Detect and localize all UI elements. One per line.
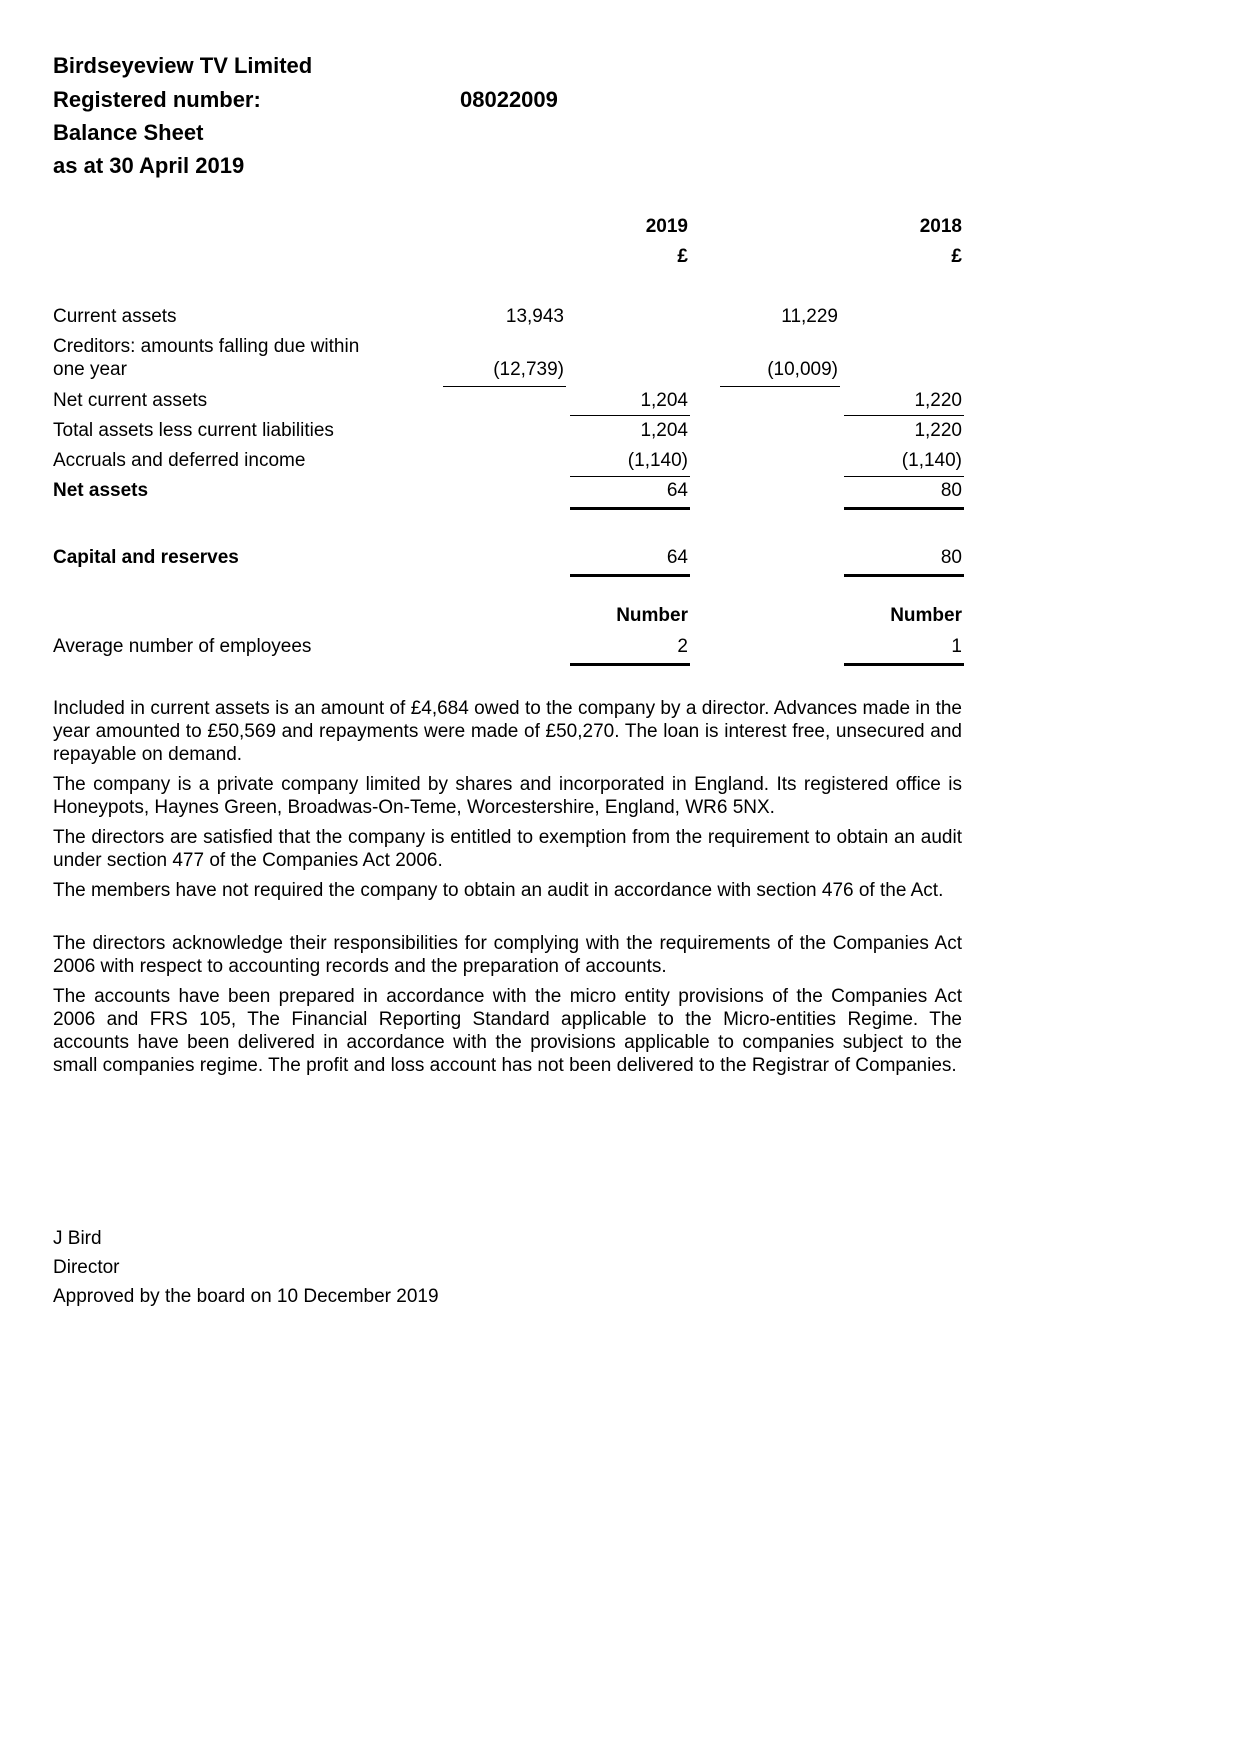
row-label-capital-reserves: Capital and reserves [53,547,239,568]
signatory-name: J Bird [53,1228,102,1249]
approval-date: Approved by the board on 10 December 2019 [53,1286,439,1307]
row-label-creditors-line2: one year [53,359,127,380]
note-members-audit: The members have not required the company to obtain an audit in accordance with section 476 of the Act. [53,880,944,901]
column-year-2019: 2019 [645,216,688,237]
employees-header-2019: Number [616,605,688,626]
accruals-2019: (1,140) [627,450,688,471]
capital-reserves-2018: 80 [940,547,962,568]
subtotal-rule [720,386,840,387]
note-director-loan: Included in current assets is an amount of £4,684 owed to the company by a director. Advances made in the year amounted to £50,569 and repayments were made of £50,270. The loan is interest free, unsecured and repayable on demand. [53,698,962,765]
note-micro-entity: The accounts have been prepared in accordance with the micro entity provisions of the Companies Act 2006 and FRS 105, The Financial Reporting Standard applicable to the Micro-entities Regime. The accounts have been delivered in accordance with the provisions applicable to companies subject to the small companies regime. The profit and loss account has not been delivered to the Registrar of Companies. [53,986,962,1076]
column-currency-2018: £ [951,246,962,267]
note-company-info: The company is a private company limited by shares and incorporated in England. Its registered office is Honeypots, Haynes Green, Broadwas-On-Teme, Worcestershire, England, WR6 5NX. [53,774,962,818]
total-rule [570,476,690,477]
double-rule [844,507,964,510]
creditors-2019: (12,739) [493,359,564,380]
subtotal-rule [443,386,566,387]
double-rule [844,663,964,666]
double-rule [570,574,690,577]
registered-number-label: Registered number: [53,87,261,112]
double-rule [844,574,964,577]
document-title: Balance Sheet [53,120,204,145]
total-assets-less-cl-2018: 1,220 [914,420,962,441]
company-name: Birdseyeview TV Limited [53,53,313,78]
accruals-2018: (1,140) [901,450,962,471]
total-assets-less-cl-2019: 1,204 [640,420,688,441]
capital-reserves-2019: 64 [666,547,688,568]
signatory-role: Director [53,1257,120,1278]
row-label-total-assets-less-cl: Total assets less current liabilities [53,420,334,441]
net-assets-2019: 64 [666,480,688,501]
row-label-employees: Average number of employees [53,636,312,657]
net-assets-2018: 80 [940,480,962,501]
total-rule [844,476,964,477]
row-label-net-current-assets: Net current assets [53,390,208,411]
balance-sheet-date: as at 30 April 2019 [53,153,245,178]
note-audit-exemption: The directors are satisfied that the company is entitled to exemption from the requirement to obtain an audit under section 477 of the Companies Act 2006. [53,827,962,871]
total-rule [570,415,690,416]
current-assets-2018: 11,229 [781,306,838,327]
double-rule [570,507,690,510]
row-label-net-assets: Net assets [53,480,149,501]
total-rule [844,415,964,416]
double-rule [570,663,690,666]
employees-2018: 1 [951,636,962,657]
registered-number: 08022009 [460,87,558,112]
current-assets-2019: 13,943 [505,306,564,327]
note-directors-responsibilities: The directors acknowledge their responsibilities for complying with the requirements of the Companies Act 2006 with respect to accounting records and the preparation of accounts. [53,933,962,977]
net-current-assets-2019: 1,204 [640,390,688,411]
employees-header-2018: Number [890,605,962,626]
net-current-assets-2018: 1,220 [914,390,962,411]
column-currency-2019: £ [677,246,688,267]
row-label-creditors-line1: Creditors: amounts falling due within [53,336,360,357]
employees-2019: 2 [677,636,688,657]
column-year-2018: 2018 [919,216,962,237]
creditors-2018: (10,009) [767,359,838,380]
row-label-current-assets: Current assets [53,306,177,327]
row-label-accruals: Accruals and deferred income [53,450,306,471]
